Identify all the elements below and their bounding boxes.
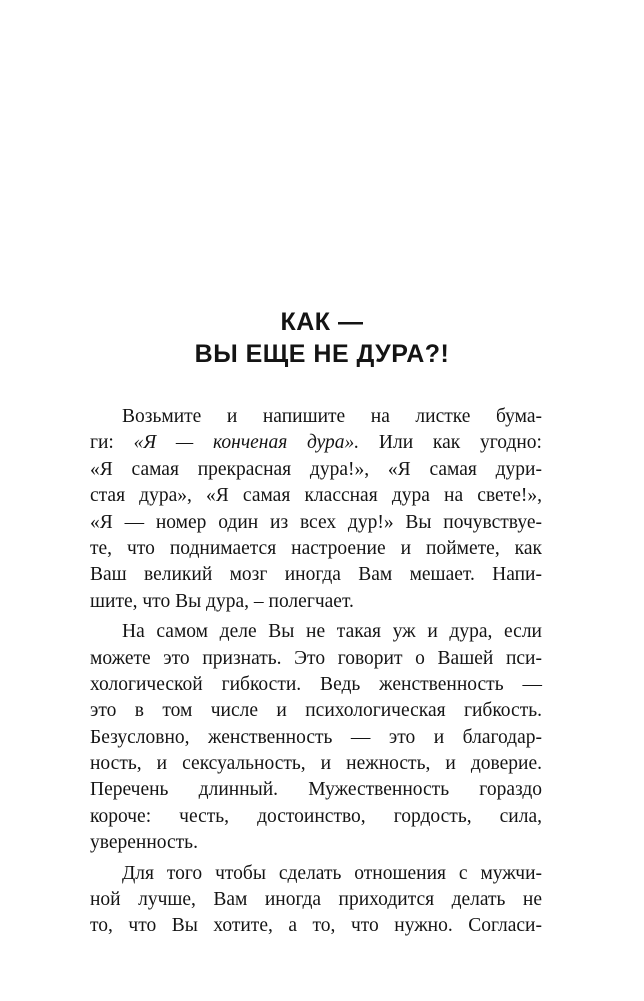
text-line: то, что Вы хотите, а то, что нужно. Согласи-	[90, 915, 542, 937]
paragraph-3	[90, 861, 542, 940]
paragraph-2	[90, 619, 542, 857]
paragraph-1	[90, 404, 542, 615]
text-line: можете это признать. Это говорит о Вашей пси-	[90, 647, 542, 669]
chapter-heading	[0, 306, 644, 370]
text-line: хологической гибкости. Ведь женственность —	[90, 673, 542, 695]
text-line: это в том числе и психологическая гибкость.	[90, 700, 542, 722]
text-line-end: Или как угодно:	[359, 432, 542, 454]
text-line: На самом деле Вы не такая уж и дура, если	[122, 621, 542, 643]
text-line: «Я — номер один из всех дур!» Вы почувствуе-	[90, 511, 542, 533]
text-line: те, что поднимается настроение и поймете, как	[90, 537, 542, 559]
text-line: ность, и сексуальность, и нежность, и доверие.	[90, 753, 542, 775]
text-line: Безусловно, женственность — это и благодар-	[90, 726, 542, 748]
text-line: уверенность.	[90, 832, 198, 854]
chapter-heading-line-2: ВЫ ЕЩЕ НЕ ДУРА?!	[194, 340, 450, 368]
text-line: шите, что Вы дура, – полегчает.	[90, 590, 354, 612]
text-line-start: ги:	[90, 432, 134, 454]
text-line: «Я самая прекрасная дура!», «Я самая дури-	[90, 458, 542, 480]
text-line: Для того чтобы сделать отношения с мужчи-	[122, 862, 542, 884]
italic-quote: «Я — конченая дура».	[133, 432, 360, 454]
body-text	[90, 404, 542, 940]
text-line: стая дура», «Я самая классная дура на свете!»,	[90, 485, 542, 507]
text-line	[90, 430, 542, 456]
text-line: короче: честь, достоинство, гордость, сила,	[90, 805, 542, 827]
text-line: Возьмите и напишите на листке бума-	[122, 406, 542, 427]
chapter-heading-line-1: КАК —	[280, 308, 364, 336]
text-line: Ваш великий мозг иногда Вам мешает. Напи-	[90, 564, 542, 586]
text-line: ной лучше, Вам иногда приходится делать не	[90, 889, 542, 911]
text-line: Перечень длинный. Мужественность гораздо	[90, 779, 542, 801]
